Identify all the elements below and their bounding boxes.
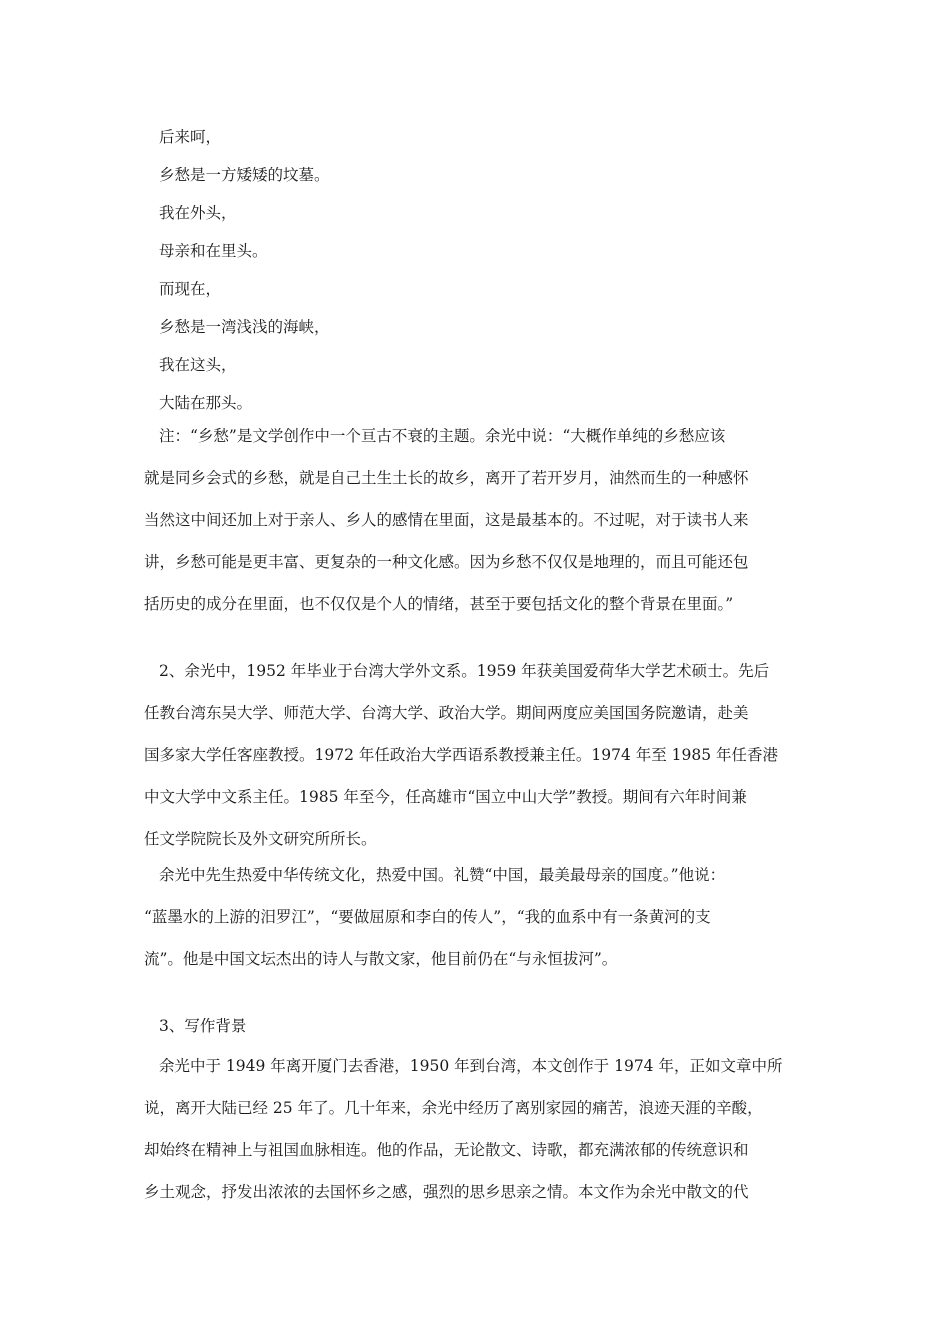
note-line: 就是同乡会式的乡愁，就是自己土生土长的故乡，离开了若开岁月，油然而生的一种感怀 [144,469,749,487]
background-section [144,1007,810,1213]
author-line: 流”。他是中国文坛杰出的诗人与散文家，他目前仍在“与永恒拔河”。 [144,950,618,968]
author-line: “蓝墨水的上游的汨罗江”，“要做屈原和李白的传人”，“我的血系中有一条黄河的支 [144,908,711,926]
poem-line: 而现在， [159,280,222,298]
poem-line: 后来呵， [159,128,222,146]
author-line: 国多家大学任客座教授。1972 年任政治大学西语系教授兼主任。1974 年至 1985 年任香港 [144,746,779,764]
background-line: 乡土观念，抒发出浓浓的去国怀乡之感，强烈的思乡思亲之情。本文作为余光中散文的代 [144,1183,749,1201]
poem-line: 乡愁是一方矮矮的坟墓。 [159,166,330,184]
poem-line: 我在外头， [159,204,237,222]
poem-line: 大陆在那头。 [159,394,253,412]
poem-line: 乡愁是一湾浅浅的海峡， [159,318,330,336]
author-line: 余光中先生热爱中华传统文化，热爱中国。礼赞“中国，最美最母亲的国度。”他说： [159,866,726,884]
poem-block [144,118,810,422]
note-line: 讲，乡愁可能是更丰富、更复杂的一种文化感。因为乡愁不仅仅是地理的，而且可能还包 [144,553,749,571]
background-line: 却始终在精神上与祖国血脉相连。他的作品，无论散文、诗歌，都充满浓郁的传统意识和 [144,1141,749,1159]
author-line: 任文学院院长及外文研究所所长。 [144,830,377,848]
note-paragraph [144,415,810,625]
background-line: 说，离开大陆已经 25 年了。几十年来，余光中经历了离别家园的痛苦，浪迹天涯的辛酸， [144,1099,763,1117]
author-line: 中文大学中文系主任。1985 年至今，任高雄市“国立中山大学”教授。期间有六年时间兼 [144,788,747,806]
note-line: 当然这中间还加上对于亲人、乡人的感情在里面，这是最基本的。不过呢，对于读书人来 [144,511,749,529]
author-section [144,650,810,980]
section-heading: 3、写作背景 [159,1017,247,1035]
note-line: 注：“乡愁”是文学创作中一个亘古不衰的主题。余光中说：“大概作单纯的乡愁应该 [159,427,726,445]
author-line: 任教台湾东吴大学、师范大学、台湾大学、政治大学。期间两度应美国国务院邀请，赴美 [144,704,749,722]
poem-line: 我在这头， [159,356,237,374]
note-line: 括历史的成分在里面，也不仅仅是个人的情绪，甚至于要包括文化的整个背景在里面。” [144,595,734,613]
author-line: 2、余光中，1952 年毕业于台湾大学外文系。1959 年获美国爱荷华大学艺术硕士。先后 [159,662,770,680]
background-line: 余光中于 1949 年离开厦门去香港，1950 年到台湾，本文创作于 1974 年，正如文章中所 [159,1057,783,1075]
poem-line: 母亲和在里头。 [159,242,268,260]
